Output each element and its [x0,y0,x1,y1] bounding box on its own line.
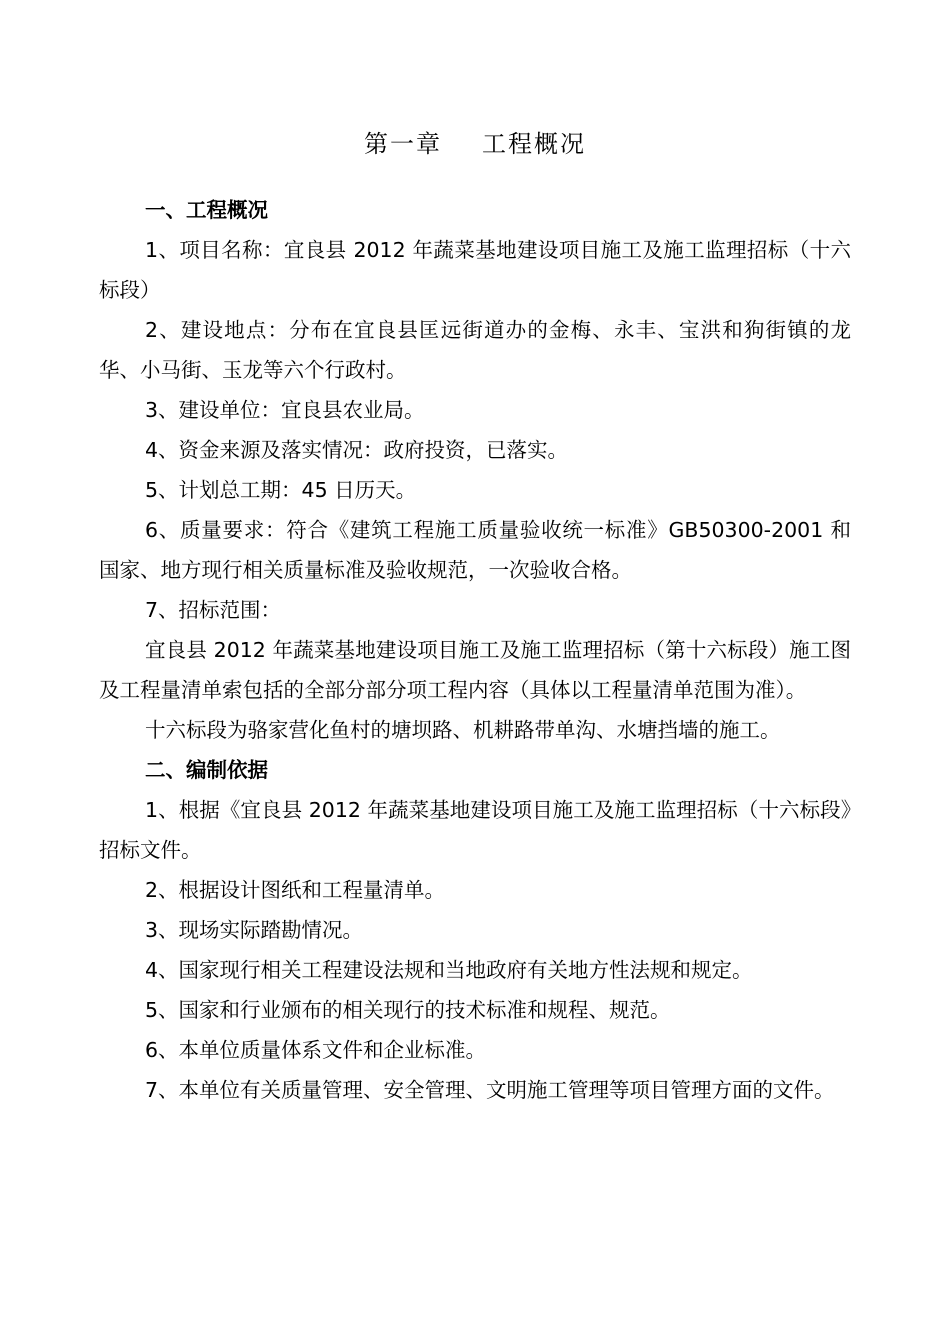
paragraph-duration: 5、计划总工期：45 日历天。 [145,478,417,502]
paragraph-owner: 3、建设单位：宜良县农业局。 [145,398,425,422]
paragraph-location: 2、建设地点：分布在宜良县匡远街道办的金梅、永丰、宝洪和狗街镇的龙华、小马街、玉龙等六个行政村。 [99,318,851,382]
paragraph-quality: 6、质量要求：符合《建筑工程施工质量验收统一标准》GB50300-2001 和国家、地方现行相关质量标准及验收规范，一次验收合格。 [99,518,851,582]
paragraph-scope-label: 7、招标范围： [145,598,282,622]
chapter-name: 工程概况 [482,130,586,158]
paragraph-scope-detail: 宜良县 2012 年蔬菜基地建设项目施工及施工监理招标（第十六标段）施工图及工程量清单索包括的全部分部分项工程内容（具体以工程量清单范围为准）。 [99,638,851,702]
paragraph-basis-4: 4、国家现行相关工程建设法规和当地政府有关地方性法规和规定。 [145,958,753,982]
chapter-number: 第一章 [364,130,442,158]
paragraph-basis-2: 2、根据设计图纸和工程量清单。 [145,878,446,902]
section-heading-basis: 二、编制依据 [145,758,268,782]
section-heading-overview: 一、工程概况 [145,198,268,222]
paragraph-basis-6: 6、本单位质量体系文件和企业标准。 [145,1038,487,1062]
paragraph-basis-3: 3、现场实际踏勘情况。 [145,918,364,942]
chapter-title [0,128,950,160]
paragraph-project-name: 1、项目名称：宜良县 2012 年蔬菜基地建设项目施工及施工监理招标（十六标段） [99,238,851,302]
paragraph-basis-1: 1、根据《宜良县 2012 年蔬菜基地建设项目施工及施工监理招标（十六标段》招标文件。 [99,798,851,862]
paragraph-basis-7: 7、本单位有关质量管理、安全管理、文明施工管理等项目管理方面的文件。 [145,1078,835,1102]
paragraph-basis-5: 5、国家和行业颁布的相关现行的技术标准和规程、规范。 [145,998,671,1022]
document-body [99,190,851,1110]
paragraph-funding: 4、资金来源及落实情况：政府投资，已落实。 [145,438,569,462]
paragraph-section-16: 十六标段为骆家营化鱼村的塘坝路、机耕路带单沟、水塘挡墙的施工。 [145,718,781,742]
